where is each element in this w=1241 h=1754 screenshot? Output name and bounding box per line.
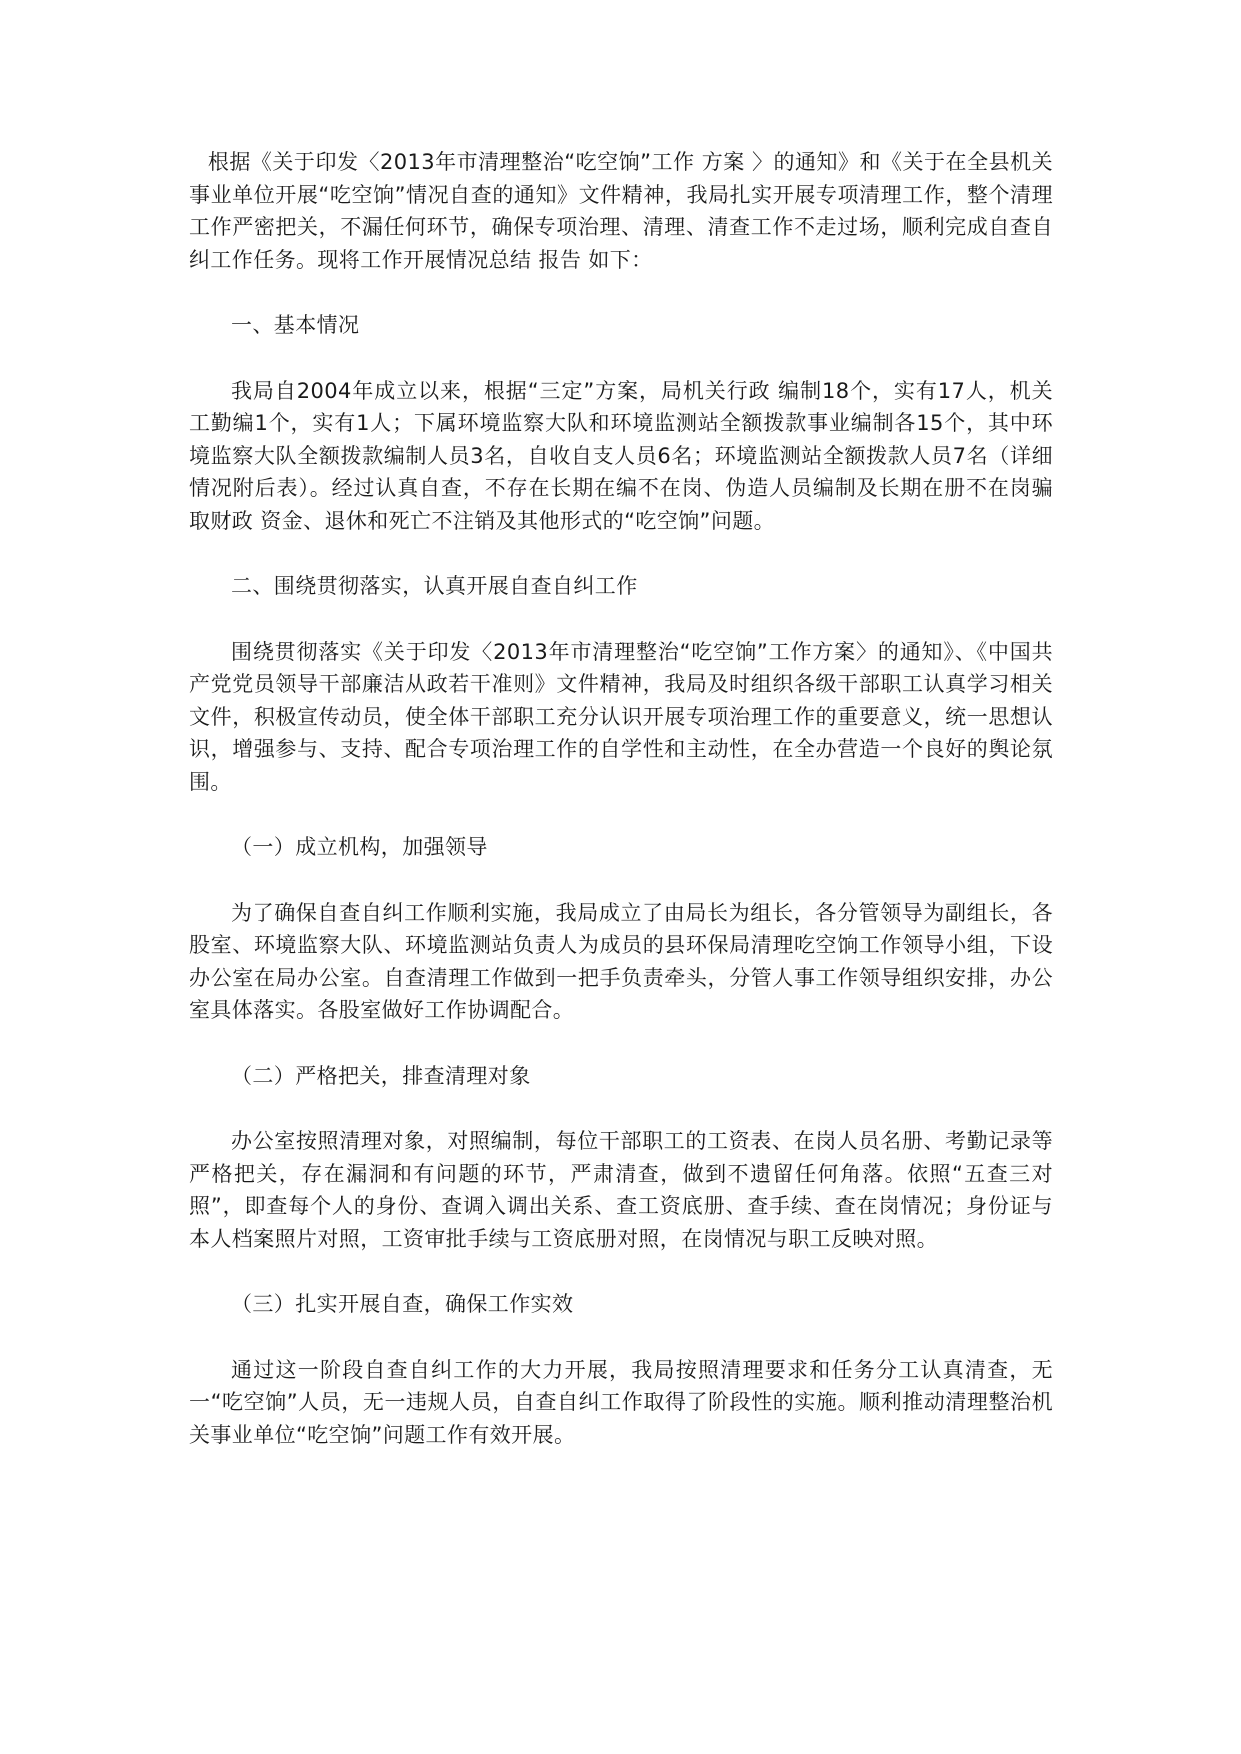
section-heading-self-inspection: 二、围绕贯彻落实，认真开展自查自纠工作 [231,574,638,598]
subsection-heading-strict-check: （二）严格把关，排查清理对象 [231,1063,531,1088]
self-inspection-paragraph: 围绕贯彻落实《关于印发〈2013年市清理整治“吃空饷”工作方案〉的通知》、《中国共产党党员领导干部廉洁从政若干准则》文件精神，我局及时组织各级干部职工认真学习相关文件，积极宣传动员，使全体干部职工充分认识开展专项治理工作的重要意义，统一思想认识，增强参与、支持、配合专项治理工作的自学性和主动性，在全办营造一个良好的舆论氛围。 [189,639,1053,794]
subsection-heading-effectiveness: （三）扎实开展自查，确保工作实效 [231,1292,574,1316]
effectiveness-paragraph: 通过这一阶段自查自纠工作的大力开展，我局按照清理要求和任务分工认真清查，无一“吃空饷”人员，无一违规人员，自查自纠工作取得了阶段性的实施。顺利推动清理整治机关事业单位“吃空饷”问题工作有效开展。 [189,1357,1053,1447]
subsection-heading-organization: （一）成立机构，加强领导 [231,835,488,859]
section-heading-basic-situation: 一、基本情况 [231,313,360,337]
basic-situation-paragraph: 我局自2004年成立以来，根据“三定”方案，局机关行政 编制18个，实有17人，机关工勤编1个，实有1人；下属环境监察大队和环境监测站全额拨款事业编制各15个，其中环境监察大队全额拨款编制人员3名，自收自支人员6名；环境监测站全额拨款人员7名（详细情况附后表）。经过认真自查，不存在长期在编不在岗、伪造人员编制及长期在册不在岗骗取财政 资金、退休和死亡不注销及其他形式的“吃空饷”问题。 [189,378,1053,533]
strict-check-paragraph: 办公室按照清理对象，对照编制，每位干部职工的工资表、在岗人员名册、考勤记录等严格把关，存在漏洞和有问题的环节，严肃清查，做到不遗留任何角落。依照“五查三对照”，即查每个人的身份、查调入调出关系、查工资底册、查手续、查在岗情况；身份证与本人档案照片对照，工资审批手续与工资底册对照，在岗情况与职工反映对照。 [189,1129,1053,1251]
document-body [189,146,1053,1451]
intro-paragraph: 根据《关于印发〈2013年市清理整治“吃空饷”工作 方案 〉的通知》和《关于在全县机关事业单位开展“吃空饷”情况自查的通知》文件精神，我局扎实开展专项清理工作，整个清理工作严密把关，不漏任何环节，确保专项治理、清理、清查工作不走过场，顺利完成自查自纠工作任务。现将工作开展情况总结 报告 如下： [189,150,1053,272]
organization-paragraph: 为了确保自查自纠工作顺利实施，我局成立了由局长为组长，各分管领导为副组长，各股室、环境监察大队、环境监测站负责人为成员的县环保局清理吃空饷工作领导小组，下设办公室在局办公室。自查清理工作做到一把手负责牵头，分管人事工作领导组织安排，办公室具体落实。各股室做好工作协调配合。 [189,900,1053,1022]
